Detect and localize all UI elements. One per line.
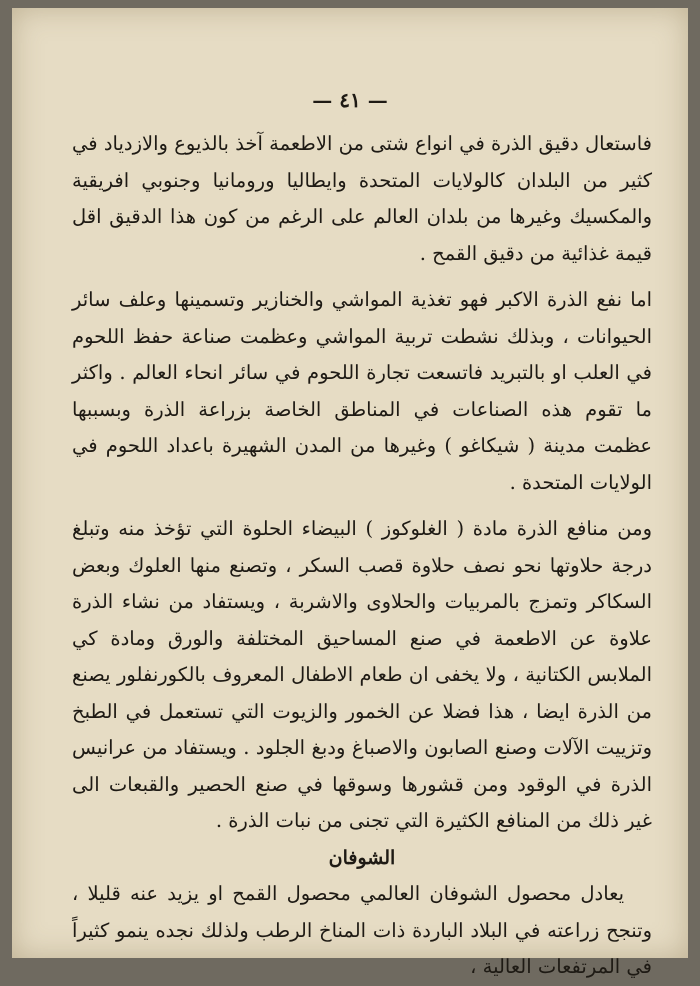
paragraph-livestock: اما نفع الذرة الاكبر فهو تغذية المواشي والخنازير وتسمينها وعلف سائر الحيوانات ، وبذلك نشطت تربية المواشي وعظمت صناعة حفظ اللحوم في العلب او بالتبريد فاتسعت تجارة اللحوم في سائر انحاء العالم . واكثر ما تقوم هذه الصناعات في المناطق الخاصة بزراعة الذرة وبسببها عظمت مدينة ( شيكاغو ) وغيرها من المدن الشهيرة باعداد اللحوم في الولايات المتحدة . (72, 288, 652, 494)
page-number: — ٤١ — (312, 88, 388, 112)
section-heading-oats: الشوفان (328, 846, 396, 869)
paragraph-glucose: ومن منافع الذرة مادة ( الغلوكوز ) البيضاء الحلوة التي تؤخذ منه وتبلغ درجة حلاوتها نحو نصف حلاوة قصب السكر ، وتصنع منها العلوك وبعض السكاكر وتمزج بالمربيات والحلاوى والاشربة ، ويستفاد من نشاء الذرة علاوة عن الاطعمة في صنع المساحيق المختلفة والورق ومادة كي الملابس الكتانية ، ولا يخفى ان طعام الاطفال المعروف بالكورنفلور يصنع من الذرة ايضا ، هذا فضلا عن الخمور والزيوت التي تستعمل في الطبخ وتزييت الآلات وصنع الصابون والاصباغ ودبغ الجلود . ويستفاد من عرانيس الذرة في الوقود ومن قشورها وسوقها في صنع الحصير والقبعات الى غير ذلك من المنافع الكثيرة التي تجنى من نبات الذرة . (72, 517, 652, 832)
book-page (12, 8, 688, 978)
body-text (72, 126, 652, 986)
paragraph-maize-flour: فاستعال دقيق الذرة في انواع شتى من الاطعمة آخذ بالذيوع والازدياد في كثير من البلدان كالولايات المتحدة وايطاليا ورومانيا وجنوبي افريقية والمكسيك وغيرها من بلدان العالم على الرغم من كون هذا الدقيق اقل قيمة غذائية من دقيق القمح . (72, 132, 652, 265)
paragraph-oats: يعادل محصول الشوفان العالمي محصول القمح او يزيد عنه قليلا ، وتنجح زراعته في البلاد الباردة ذات المناخ الرطب ولذلك نجده ينمو كثيراً في المرتفعات العالية ، (72, 882, 652, 978)
